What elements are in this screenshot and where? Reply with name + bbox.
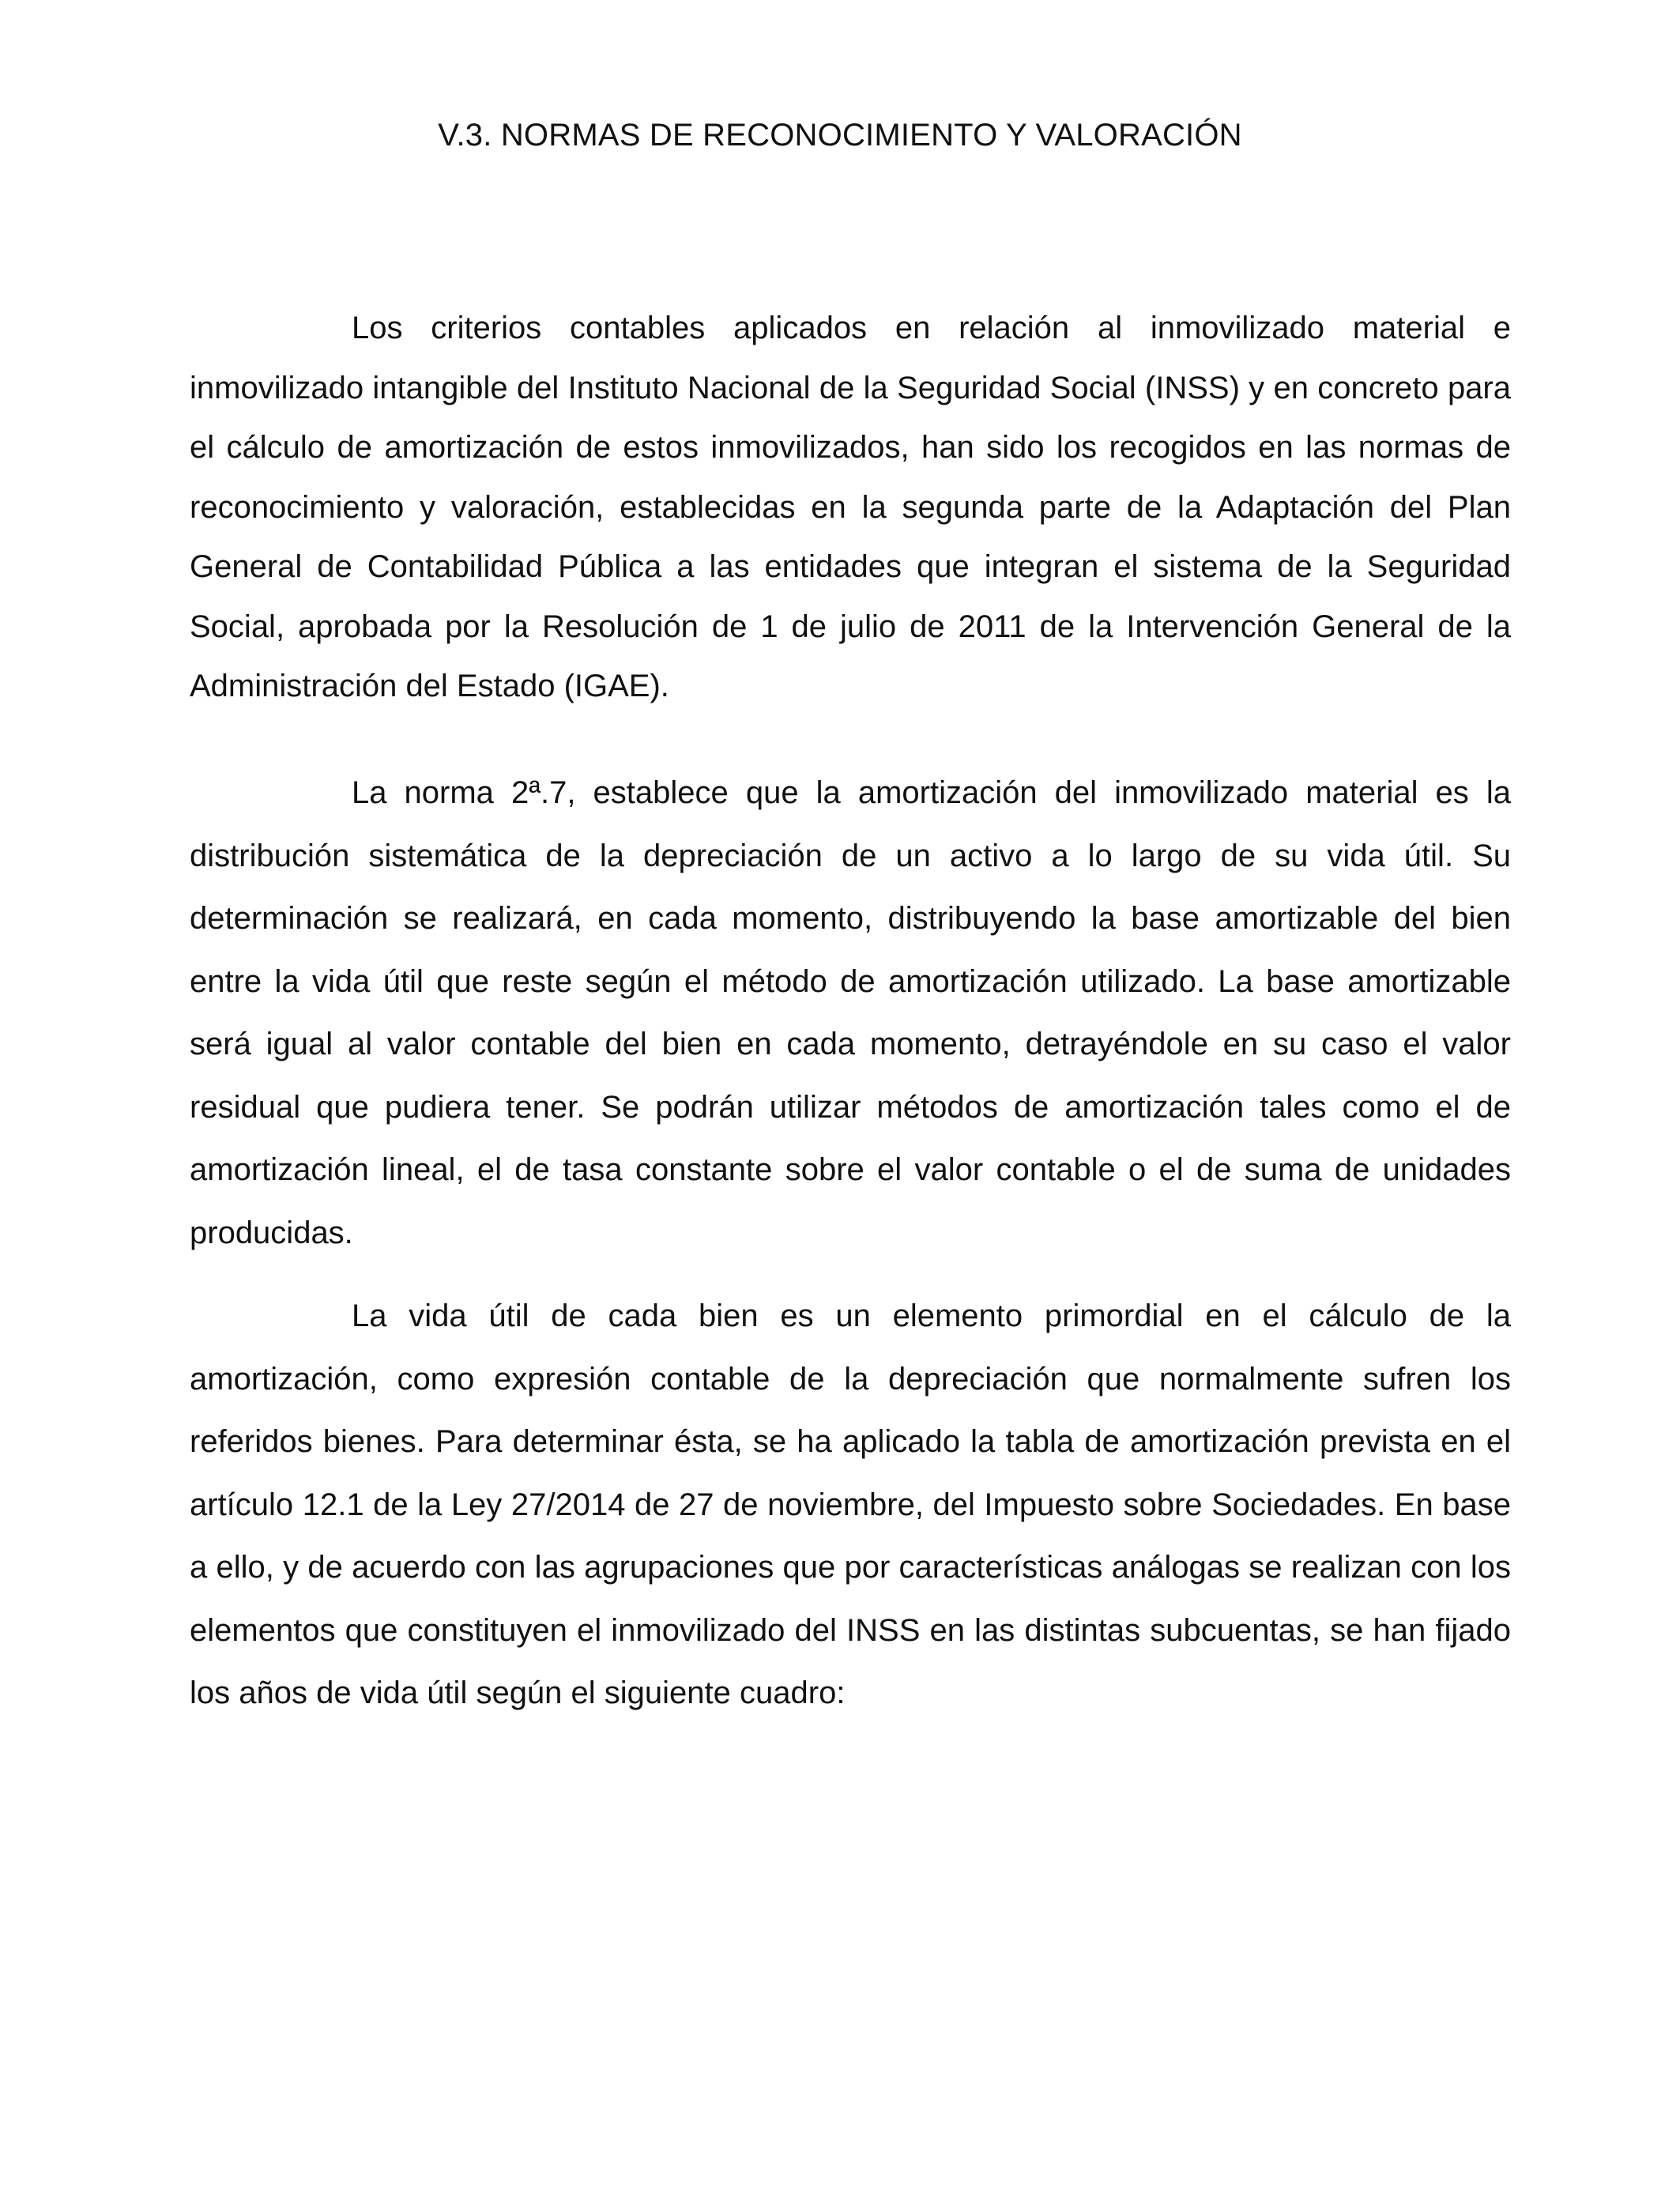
paragraph-amortization-rule [190, 762, 1511, 1265]
paragraph-accounting-criteria: Los criterios contables aplicados en relación al inmovilizado material e inmovilizado intangible del Instituto Nacional de la Seguridad Social (INSS) y en concreto para el cálculo de amortización de estos inmovilizados, han sido los recogidos en las normas de reconocimiento y valoración, establecidas en la segunda parte de la Adaptación del Plan General de Contabilidad Pública a las entidades que integran el sistema de la Seguridad Social, aprobada por la Resolución de 1 de julio de 2011 de la Intervención General de la Administración del Estado (IGAE). [190, 311, 1511, 703]
paragraph-useful-life: La vida útil de cada bien es un elemento primordial en el cálculo de la amortización, como expresión contable de la depreciación que normalmente sufren los referidos bienes. Para determinar ésta, se ha aplicado la tabla de amortización prevista en el artículo 12.1 de la Ley 27/2014 de 27 de noviembre, del Impuesto sobre Sociedades. En base a ello, y de acuerdo con las agrupaciones que por características análogas se realizan con los elementos que constituyen el inmovilizado del INSS en las distintas subcuentas, se han fijado los años de vida útil según el siguiente cuadro: [190, 1299, 1511, 1710]
paragraph-amortization-rule-intro: La norma 2ª.7, establece que la amortización del [352, 775, 1115, 810]
emphasized-term: inmovilizado material [1114, 775, 1418, 810]
paragraph-amortization-rule-body: es la distribución sistemática de la depreciación de un activo a lo largo de su vida útil. Su determinación se realizará, en cada momento, distribuyendo la base amortizable del bien entre la vida útil que reste según el método de amortización utilizado. La base amortizable será igual al valor contable del bien en cada momento, detrayéndole en su caso el valor residual que pudiera tener. Se podrán utilizar métodos de amortización tales como el de amortización lineal, el de tasa constante sobre el valor contable o el de suma de unidades producidas. [190, 775, 1511, 1250]
section-title: V.3. NORMAS DE RECONOCIMIENTO Y VALORACIÓN [438, 118, 1242, 153]
